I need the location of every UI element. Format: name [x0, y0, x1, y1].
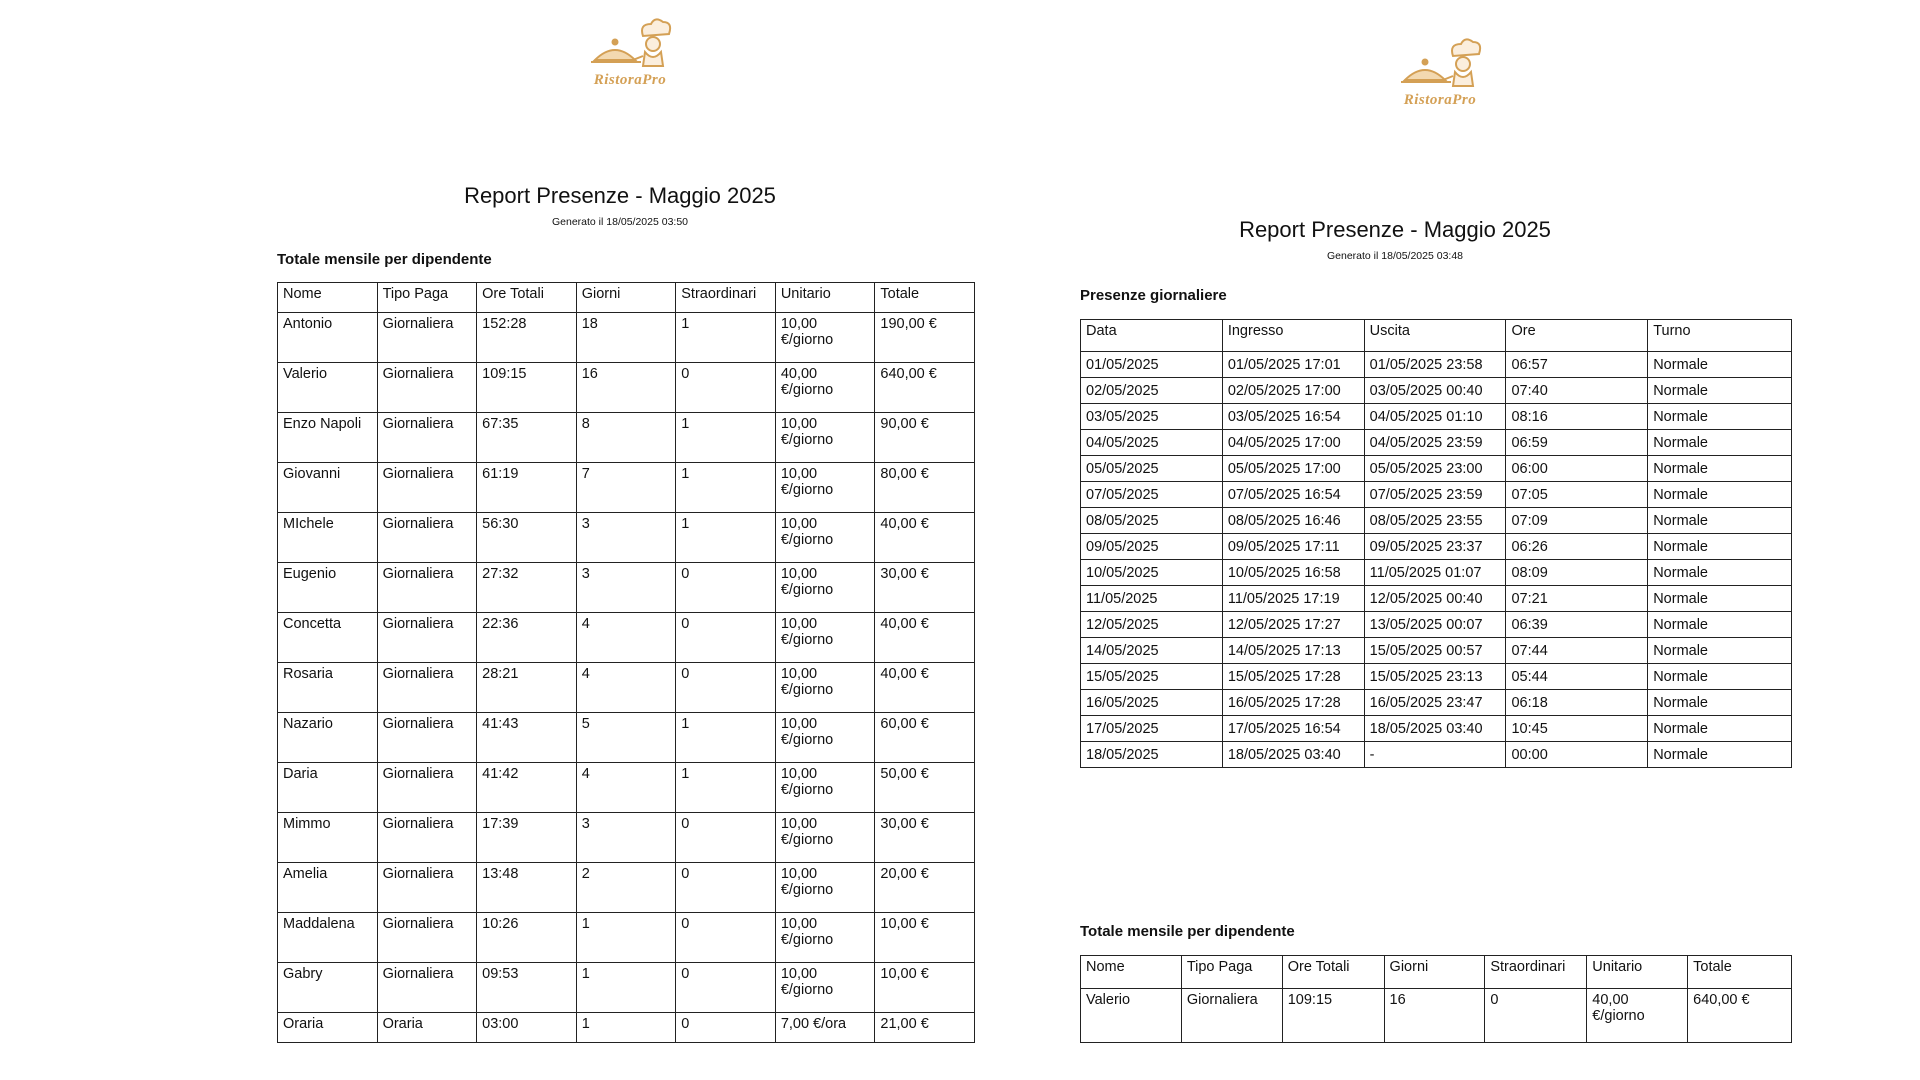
table-row: [278, 513, 975, 563]
column-header: Giorni: [576, 283, 676, 313]
column-header: Unitario: [775, 283, 875, 313]
table-cell: 10:45: [1506, 716, 1648, 742]
table-cell: Concetta: [278, 613, 378, 663]
logo: [575, 18, 685, 98]
table-cell: 3: [576, 563, 676, 613]
logo-text: RistoraPro: [1403, 92, 1477, 108]
table-cell: 40,00 €: [875, 513, 975, 563]
table-cell: Giornaliera: [377, 363, 477, 413]
table-cell: 22:36: [477, 613, 577, 663]
logo-text: RistoraPro: [593, 72, 667, 88]
table-cell: 90,00 €: [875, 413, 975, 463]
table-cell: Amelia: [278, 863, 378, 913]
table-row: [278, 763, 975, 813]
column-header: Uscita: [1364, 320, 1506, 352]
table-cell: Valerio: [278, 363, 378, 413]
table-row: [1081, 378, 1792, 404]
table-cell: 40,00 €/giorno: [1587, 989, 1688, 1043]
table-cell: 30,00 €: [875, 563, 975, 613]
table-cell: 10,00 €/giorno: [775, 313, 875, 363]
table-row: [1081, 638, 1792, 664]
right-report-page: [960, 0, 1920, 1080]
table-cell: Normale: [1648, 430, 1792, 456]
daily-attendance-table: [1080, 319, 1792, 768]
table-cell: 06:26: [1506, 534, 1648, 560]
table-cell: Eugenio: [278, 563, 378, 613]
column-header: Data: [1081, 320, 1223, 352]
table-row: [278, 813, 975, 863]
table-cell: 10,00 €/giorno: [775, 713, 875, 763]
page-title: Report Presenze - Maggio 2025: [1239, 217, 1551, 242]
table-cell: 10,00 €/giorno: [775, 463, 875, 513]
table-cell: 1: [576, 913, 676, 963]
table-row: [278, 413, 975, 463]
table-cell: Normale: [1648, 716, 1792, 742]
table-cell: 0: [676, 563, 776, 613]
column-header: Nome: [1081, 956, 1182, 989]
table-cell: 60,00 €: [875, 713, 975, 763]
table-cell: 1: [676, 463, 776, 513]
table-cell: Giornaliera: [377, 513, 477, 563]
table-cell: Normale: [1648, 560, 1792, 586]
table-cell: 01/05/2025: [1081, 352, 1223, 378]
table-cell: 11/05/2025 01:07: [1364, 560, 1506, 586]
table-cell: 06:59: [1506, 430, 1648, 456]
table-cell: Normale: [1648, 586, 1792, 612]
table-cell: Giornaliera: [377, 313, 477, 363]
column-header: Straordinari: [1485, 956, 1587, 989]
table-cell: 3: [576, 813, 676, 863]
table-cell: 1: [676, 763, 776, 813]
table-cell: 08:16: [1506, 404, 1648, 430]
generated-timestamp: Generato il 18/05/2025 03:50: [551, 216, 689, 228]
table-row: [278, 363, 975, 413]
table-cell: 16: [576, 363, 676, 413]
table-cell: 640,00 €: [875, 363, 975, 413]
table-cell: Normale: [1648, 404, 1792, 430]
column-header: Nome: [278, 283, 378, 313]
table-row: [1081, 989, 1792, 1043]
table-cell: 06:39: [1506, 612, 1648, 638]
section-title-daily: Presenze giornaliere: [1080, 287, 1227, 304]
table-cell: Giornaliera: [377, 963, 477, 1013]
table-cell: Giovanni: [278, 463, 378, 513]
chef-logo-icon: [585, 18, 675, 78]
table-cell: 11/05/2025: [1081, 586, 1223, 612]
table-cell: 50,00 €: [875, 763, 975, 813]
chef-logo-icon: [1395, 38, 1485, 98]
table-cell: 10,00 €/giorno: [775, 863, 875, 913]
table-row: [1081, 560, 1792, 586]
column-header: Totale: [875, 283, 975, 313]
table-cell: Giornaliera: [1181, 989, 1282, 1043]
table-cell: 10,00 €/giorno: [775, 413, 875, 463]
table-cell: 18/05/2025 03:40: [1364, 716, 1506, 742]
table-cell: 08:09: [1506, 560, 1648, 586]
table-row: [1081, 404, 1792, 430]
table-cell: 80,00 €: [875, 463, 975, 513]
table-cell: 109:15: [477, 363, 577, 413]
table-cell: 10,00 €/giorno: [775, 563, 875, 613]
table-cell: Normale: [1648, 690, 1792, 716]
table-row: [278, 613, 975, 663]
table-cell: 10:26: [477, 913, 577, 963]
table-cell: 07:05: [1506, 482, 1648, 508]
table-cell: 4: [576, 663, 676, 713]
table-cell: Giornaliera: [377, 463, 477, 513]
column-header: Straordinari: [676, 283, 776, 313]
table-row: [1081, 742, 1792, 768]
table-cell: 0: [676, 813, 776, 863]
table-cell: -: [1364, 742, 1506, 768]
table-row: [1081, 586, 1792, 612]
table-cell: 3: [576, 513, 676, 563]
column-header: Tipo Paga: [377, 283, 477, 313]
table-cell: 07/05/2025: [1081, 482, 1223, 508]
table-cell: 40,00 €: [875, 663, 975, 713]
table-cell: 05/05/2025: [1081, 456, 1223, 482]
logo: [1385, 38, 1495, 118]
table-row: [278, 963, 975, 1013]
table-cell: Giornaliera: [377, 863, 477, 913]
table-cell: Oraria: [278, 1013, 378, 1043]
table-cell: 10,00 €/giorno: [775, 663, 875, 713]
table-cell: 7: [576, 463, 676, 513]
table-cell: 08/05/2025 23:55: [1364, 508, 1506, 534]
table-cell: 640,00 €: [1688, 989, 1792, 1043]
table-cell: 0: [676, 613, 776, 663]
table-cell: 20,00 €: [875, 863, 975, 913]
table-cell: 61:19: [477, 463, 577, 513]
table-cell: Normale: [1648, 612, 1792, 638]
table-cell: 40,00 €: [875, 613, 975, 663]
table-row: [278, 313, 975, 363]
column-header: Turno: [1648, 320, 1792, 352]
table-cell: 0: [676, 963, 776, 1013]
page-title: Report Presenze - Maggio 2025: [464, 183, 776, 208]
table-cell: Enzo Napoli: [278, 413, 378, 463]
table-cell: 10,00 €/giorno: [775, 963, 875, 1013]
generated-timestamp: Generato il 18/05/2025 03:48: [1326, 250, 1464, 262]
table-cell: 10,00 €/giorno: [775, 613, 875, 663]
table-cell: 18/05/2025 03:40: [1222, 742, 1364, 768]
table-cell: 12/05/2025: [1081, 612, 1223, 638]
table-header-row: [278, 283, 975, 313]
table-cell: 07:09: [1506, 508, 1648, 534]
table-cell: 09:53: [477, 963, 577, 1013]
table-cell: 109:15: [1282, 989, 1384, 1043]
table-cell: 4: [576, 763, 676, 813]
table-cell: 5: [576, 713, 676, 763]
table-cell: 16/05/2025 17:28: [1222, 690, 1364, 716]
table-cell: Giornaliera: [377, 763, 477, 813]
table-cell: 03/05/2025: [1081, 404, 1223, 430]
table-cell: 152:28: [477, 313, 577, 363]
table-cell: 10,00 €: [875, 913, 975, 963]
table-row: [1081, 430, 1792, 456]
table-cell: 67:35: [477, 413, 577, 463]
table-cell: 16/05/2025: [1081, 690, 1223, 716]
table-row: [1081, 352, 1792, 378]
column-header: Unitario: [1587, 956, 1688, 989]
table-row: [278, 1013, 975, 1043]
table-cell: 03/05/2025 00:40: [1364, 378, 1506, 404]
column-header: Ore: [1506, 320, 1648, 352]
table-cell: 10/05/2025 16:58: [1222, 560, 1364, 586]
table-cell: 56:30: [477, 513, 577, 563]
column-header: Ingresso: [1222, 320, 1364, 352]
table-cell: 07:44: [1506, 638, 1648, 664]
table-header-row: [1081, 320, 1792, 352]
table-cell: 07:21: [1506, 586, 1648, 612]
table-cell: 10/05/2025: [1081, 560, 1223, 586]
table-cell: 15/05/2025 17:28: [1222, 664, 1364, 690]
column-header: Tipo Paga: [1181, 956, 1282, 989]
table-cell: Gabry: [278, 963, 378, 1013]
monthly-totals-table: [277, 282, 975, 1043]
table-cell: 06:00: [1506, 456, 1648, 482]
table-cell: 17/05/2025: [1081, 716, 1223, 742]
table-row: [1081, 508, 1792, 534]
table-cell: 00:00: [1506, 742, 1648, 768]
table-cell: Normale: [1648, 456, 1792, 482]
table-cell: Giornaliera: [377, 613, 477, 663]
table-cell: 1: [676, 313, 776, 363]
table-cell: Valerio: [1081, 989, 1182, 1043]
table-cell: 07:40: [1506, 378, 1648, 404]
table-cell: 30,00 €: [875, 813, 975, 863]
table-cell: Giornaliera: [377, 663, 477, 713]
table-cell: 04/05/2025 17:00: [1222, 430, 1364, 456]
table-cell: 14/05/2025 17:13: [1222, 638, 1364, 664]
table-cell: Normale: [1648, 664, 1792, 690]
table-cell: 190,00 €: [875, 313, 975, 363]
table-cell: 03/05/2025 16:54: [1222, 404, 1364, 430]
table-cell: 17:39: [477, 813, 577, 863]
table-cell: 04/05/2025 23:59: [1364, 430, 1506, 456]
table-cell: 08/05/2025: [1081, 508, 1223, 534]
table-cell: 05/05/2025 23:00: [1364, 456, 1506, 482]
table-cell: 10,00 €/giorno: [775, 513, 875, 563]
table-cell: 1: [576, 963, 676, 1013]
table-cell: 28:21: [477, 663, 577, 713]
table-row: [278, 563, 975, 613]
table-cell: 04/05/2025 01:10: [1364, 404, 1506, 430]
table-row: [1081, 664, 1792, 690]
table-cell: 18: [576, 313, 676, 363]
table-cell: Antonio: [278, 313, 378, 363]
table-cell: 0: [1485, 989, 1587, 1043]
table-cell: MIchele: [278, 513, 378, 563]
table-cell: 16: [1384, 989, 1485, 1043]
table-cell: 09/05/2025 17:11: [1222, 534, 1364, 560]
table-cell: 06:18: [1506, 690, 1648, 716]
table-cell: 16/05/2025 23:47: [1364, 690, 1506, 716]
table-cell: Daria: [278, 763, 378, 813]
table-cell: 07/05/2025 23:59: [1364, 482, 1506, 508]
table-cell: 14/05/2025: [1081, 638, 1223, 664]
table-row: [278, 663, 975, 713]
table-cell: 4: [576, 613, 676, 663]
table-cell: 40,00 €/giorno: [775, 363, 875, 413]
table-cell: 10,00 €/giorno: [775, 813, 875, 863]
table-cell: 05:44: [1506, 664, 1648, 690]
section-title-monthly: Totale mensile per dipendente: [1080, 923, 1295, 940]
table-cell: Normale: [1648, 482, 1792, 508]
column-header: Ore Totali: [477, 283, 577, 313]
table-cell: Nazario: [278, 713, 378, 763]
table-cell: 02/05/2025: [1081, 378, 1223, 404]
table-cell: Normale: [1648, 508, 1792, 534]
table-cell: 05/05/2025 17:00: [1222, 456, 1364, 482]
table-cell: 0: [676, 663, 776, 713]
table-row: [1081, 534, 1792, 560]
table-cell: 1: [676, 413, 776, 463]
table-cell: Giornaliera: [377, 813, 477, 863]
table-cell: 41:43: [477, 713, 577, 763]
table-cell: Maddalena: [278, 913, 378, 963]
table-row: [278, 463, 975, 513]
table-cell: 11/05/2025 17:19: [1222, 586, 1364, 612]
table-cell: 27:32: [477, 563, 577, 613]
table-row: [1081, 456, 1792, 482]
table-cell: 17/05/2025 16:54: [1222, 716, 1364, 742]
table-cell: Mimmo: [278, 813, 378, 863]
table-cell: 8: [576, 413, 676, 463]
table-cell: 7,00 €/ora: [775, 1013, 875, 1043]
table-cell: 1: [676, 713, 776, 763]
table-cell: Giornaliera: [377, 413, 477, 463]
table-cell: 1: [676, 513, 776, 563]
table-cell: 13/05/2025 00:07: [1364, 612, 1506, 638]
table-cell: 2: [576, 863, 676, 913]
table-cell: Normale: [1648, 378, 1792, 404]
table-cell: 1: [576, 1013, 676, 1043]
table-cell: Giornaliera: [377, 913, 477, 963]
table-cell: 12/05/2025 17:27: [1222, 612, 1364, 638]
table-cell: 08/05/2025 16:46: [1222, 508, 1364, 534]
table-row: [1081, 716, 1792, 742]
monthly-totals-table: [1080, 955, 1792, 1043]
table-row: [1081, 690, 1792, 716]
column-header: Totale: [1688, 956, 1792, 989]
table-cell: 15/05/2025 00:57: [1364, 638, 1506, 664]
table-cell: Normale: [1648, 534, 1792, 560]
table-cell: 01/05/2025 17:01: [1222, 352, 1364, 378]
table-cell: 04/05/2025: [1081, 430, 1223, 456]
table-cell: Normale: [1648, 638, 1792, 664]
table-cell: 06:57: [1506, 352, 1648, 378]
table-cell: Oraria: [377, 1013, 477, 1043]
table-cell: 21,00 €: [875, 1013, 975, 1043]
table-cell: 02/05/2025 17:00: [1222, 378, 1364, 404]
table-cell: 09/05/2025 23:37: [1364, 534, 1506, 560]
table-row: [278, 863, 975, 913]
table-header-row: [1081, 956, 1792, 989]
column-header: Giorni: [1384, 956, 1485, 989]
table-row: [278, 913, 975, 963]
table-cell: 15/05/2025 23:13: [1364, 664, 1506, 690]
table-row: [1081, 612, 1792, 638]
table-cell: Giornaliera: [377, 713, 477, 763]
table-row: [1081, 482, 1792, 508]
section-title-monthly: Totale mensile per dipendente: [277, 251, 492, 268]
table-cell: 41:42: [477, 763, 577, 813]
table-cell: 10,00 €: [875, 963, 975, 1013]
table-cell: 01/05/2025 23:58: [1364, 352, 1506, 378]
table-cell: 03:00: [477, 1013, 577, 1043]
table-cell: Normale: [1648, 352, 1792, 378]
table-cell: 12/05/2025 00:40: [1364, 586, 1506, 612]
table-row: [278, 713, 975, 763]
column-header: Ore Totali: [1282, 956, 1384, 989]
table-cell: 0: [676, 363, 776, 413]
table-cell: 0: [676, 863, 776, 913]
table-cell: 09/05/2025: [1081, 534, 1223, 560]
table-cell: 10,00 €/giorno: [775, 913, 875, 963]
table-cell: 18/05/2025: [1081, 742, 1223, 768]
table-cell: Normale: [1648, 742, 1792, 768]
table-cell: 07/05/2025 16:54: [1222, 482, 1364, 508]
table-cell: Giornaliera: [377, 563, 477, 613]
table-cell: 0: [676, 913, 776, 963]
table-cell: 10,00 €/giorno: [775, 763, 875, 813]
table-cell: Rosaria: [278, 663, 378, 713]
table-cell: 0: [676, 1013, 776, 1043]
table-cell: 15/05/2025: [1081, 664, 1223, 690]
table-cell: 13:48: [477, 863, 577, 913]
